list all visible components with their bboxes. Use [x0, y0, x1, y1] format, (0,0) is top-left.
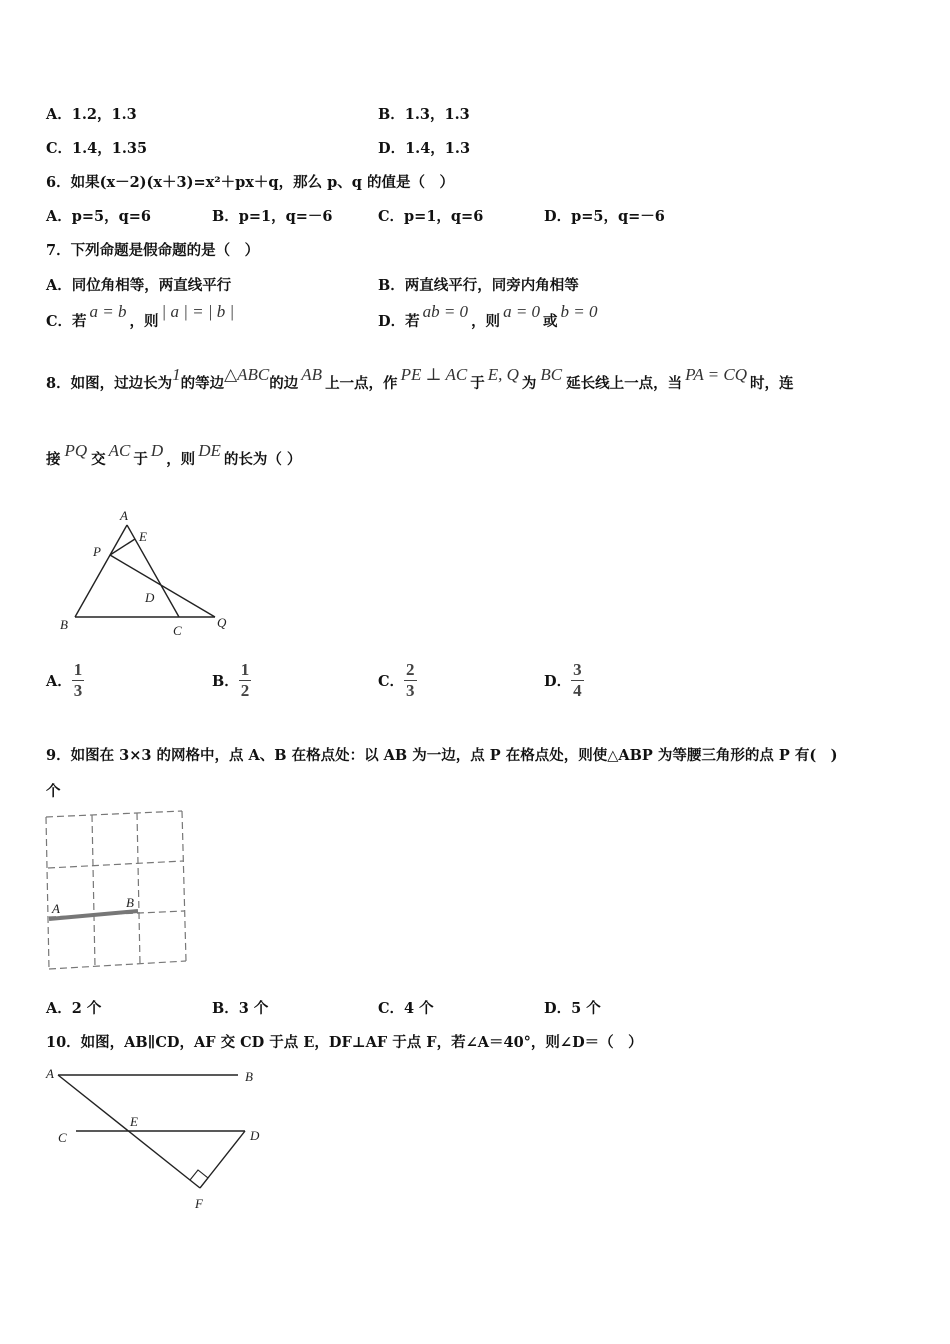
q8-line-pq: [110, 555, 215, 617]
q10-label-c: C: [58, 1130, 67, 1145]
q8-option-a-label: A．: [46, 673, 72, 690]
q8-option-c-fraction: [404, 660, 417, 701]
q9-stem-line-2: 个: [46, 783, 61, 800]
q8-label-b: B: [60, 617, 68, 632]
q8-triangle-figure: [55, 505, 245, 640]
q8-label-q: Q: [217, 615, 227, 630]
q8-text-13: 的长为（ ）: [223, 451, 302, 468]
q8-label-d: D: [145, 590, 155, 605]
q5-option-d: D．1.4，1.3: [378, 140, 471, 157]
q10-parallel-lines-figure: [40, 1058, 280, 1218]
q8-side-ab: [75, 525, 127, 617]
q7-option-b: B．两直线平行，同旁内角相等: [378, 277, 579, 294]
q9-option-b: B．3 个: [212, 1000, 269, 1017]
q7-c-math-2: | a | = | b |: [161, 302, 235, 321]
q8-option-c-label: C．: [378, 673, 405, 690]
q8-stem-line-2: [46, 441, 302, 469]
q8-option-b-fraction: [239, 660, 252, 701]
q7-option-c: [46, 302, 237, 331]
q10-label-e: E: [130, 1114, 138, 1129]
q8-text-4: 上一点，作: [325, 375, 398, 392]
q8-option-b: [212, 660, 251, 701]
q8-option-d-denominator: 4: [573, 681, 582, 700]
q8-text-3: 的边: [269, 375, 299, 392]
q8-option-c: [378, 660, 417, 701]
q8-math-2: △ABC: [224, 365, 270, 384]
q10-right-angle-mark: [190, 1170, 208, 1188]
q8-label-c: C: [173, 623, 182, 638]
q8-option-a: [46, 660, 84, 701]
q6-stem: 6．如果(x－2)(x＋3)=x²＋px＋q，那么 p、q 的值是（ ）: [46, 174, 454, 191]
q10-label-b: B: [245, 1069, 253, 1084]
q6-option-b: B．p=1，q=－6: [212, 208, 333, 225]
q7-option-a: A．同位角相等，两直线平行: [46, 277, 232, 294]
q8-option-a-denominator: 3: [73, 681, 83, 700]
q9-grid-h4: [49, 961, 186, 969]
q9-option-a: A．2 个: [46, 1000, 102, 1017]
q8-text-8: 时，连: [750, 375, 794, 392]
q8-option-d: [544, 660, 584, 701]
q8-math-6: BC: [540, 365, 563, 384]
q6-option-a: A．p=5，q=6: [46, 208, 152, 225]
q8-label-a: A: [120, 508, 128, 523]
q8-option-a-numerator: 1: [73, 660, 83, 679]
q8-text-9: 接: [46, 451, 61, 468]
q8-option-b-numerator: 1: [240, 660, 250, 679]
q8-option-a-fraction: [72, 660, 85, 701]
q8-option-b-label: B．: [212, 673, 239, 690]
q7-d-math-2: a = 0: [503, 302, 541, 321]
q8-text-10: 交: [91, 451, 106, 468]
q7-d-or: 或: [543, 313, 558, 330]
q9-grid-v2: [92, 815, 95, 967]
q8-math-10: D: [150, 441, 164, 460]
q6-option-d: D．p=5，q=－6: [544, 208, 665, 225]
q7-d-mid: ，则: [471, 313, 501, 330]
q8-option-d-label: D．: [544, 673, 572, 690]
q7-stem: 7．下列命题是假命题的是（ ）: [46, 242, 260, 259]
q8-math-1: 1: [172, 365, 181, 384]
q8-math-9: AC: [108, 441, 131, 460]
q9-grid-h2: [48, 861, 183, 868]
q8-math-5: E, Q: [487, 365, 519, 384]
q7-d-math-1: ab = 0: [422, 302, 469, 321]
q8-math-8: PQ: [64, 441, 88, 460]
q8-text-2: 的等边: [180, 375, 225, 392]
q9-option-c: C．4 个: [378, 1000, 434, 1017]
q7-c-math-1: a = b: [89, 302, 127, 321]
q8-text-5: 于: [470, 375, 485, 392]
q10-label-a: A: [46, 1066, 54, 1081]
q8-label-e: E: [139, 529, 147, 544]
q9-grid-h1: [46, 811, 182, 817]
q8-text-6: 为: [521, 375, 537, 392]
q7-c-mid: ，则: [129, 313, 159, 330]
q5-option-c: C．1.4，1.35: [46, 140, 148, 157]
q9-grid-figure: [40, 805, 195, 975]
q8-option-c-numerator: 2: [406, 660, 415, 679]
q9-grid-v3: [137, 813, 140, 964]
q8-line-pe: [110, 539, 135, 555]
q5-option-a: A．1.2，1.3: [46, 106, 137, 123]
q7-c-prefix: C．若: [46, 313, 87, 330]
q9-grid-v1: [46, 817, 49, 969]
q8-math-4: PE ⊥ AC: [400, 365, 468, 384]
q8-text-7: 延长线上一点，当: [566, 375, 683, 392]
q7-d-prefix: D．若: [378, 313, 420, 330]
q7-option-d: [378, 302, 601, 331]
q8-option-b-denominator: 2: [240, 681, 250, 700]
q8-option-d-numerator: 3: [573, 660, 582, 679]
q9-stem-line-1: 9．如图在 3×3 的网格中，点 A、B 在格点处：以 AB 为一边，点 P 在格点处，则使△ABP 为等腰三角形的点 P 有( ): [46, 747, 838, 764]
q10-label-d: D: [250, 1128, 260, 1143]
q8-text-11: 于: [133, 451, 148, 468]
q9-label-a: A: [52, 901, 60, 916]
q9-option-d: D．5 个: [544, 1000, 601, 1017]
q8-option-c-denominator: 3: [406, 681, 415, 700]
q8-stem-line-1: [46, 365, 794, 393]
q8-math-7: PA = CQ: [685, 365, 747, 384]
q9-grid-v4: [182, 811, 186, 961]
q5-option-b: B．1.3，1.3: [378, 106, 470, 123]
q8-math-11: DE: [198, 441, 221, 460]
q8-label-p: P: [93, 544, 101, 559]
q8-option-d-fraction: [571, 660, 584, 701]
q6-option-c: C．p=1，q=6: [378, 208, 484, 225]
q8-text-1: 8．如图，过边长为: [46, 375, 173, 392]
q10-label-f: F: [195, 1196, 203, 1211]
q10-stem: 10．如图，AB∥CD，AF 交 CD 于点 E，DF⊥AF 于点 F，若∠A＝40°，则∠D＝（ ）: [46, 1034, 643, 1051]
q8-text-12: ，则: [166, 451, 196, 468]
q9-label-b: B: [126, 895, 134, 910]
q8-math-3: AB: [301, 365, 323, 384]
q7-d-math-3: b = 0: [560, 302, 598, 321]
